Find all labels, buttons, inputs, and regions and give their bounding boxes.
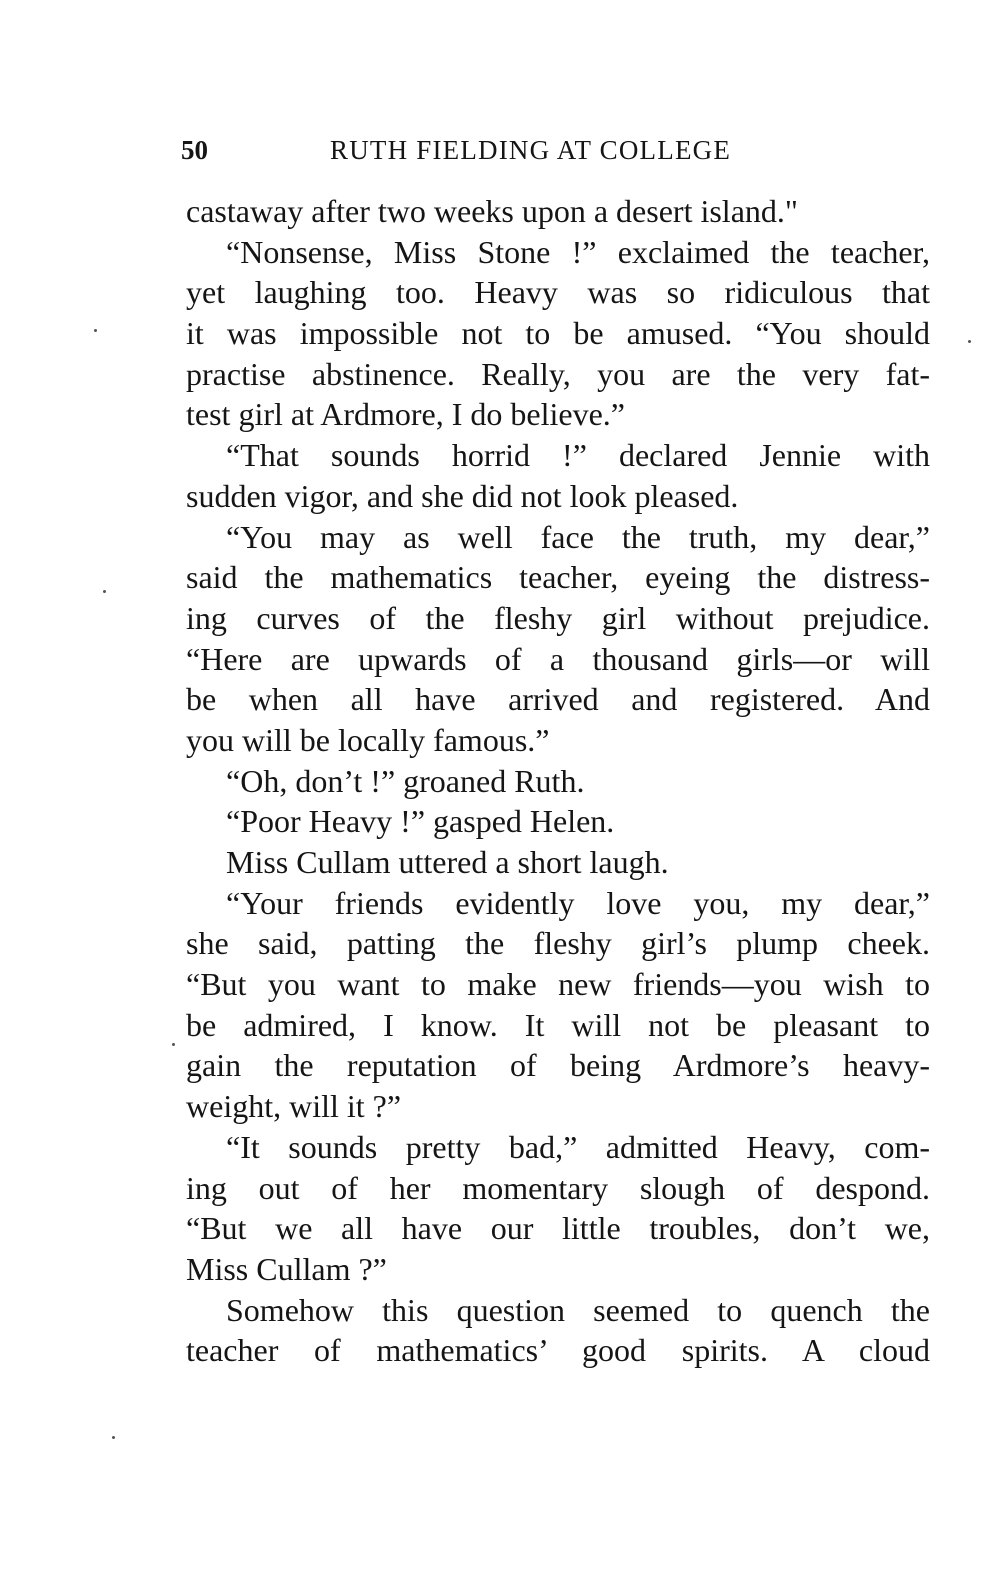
text-line: “Your friends evidently love you, my dear,”: [226, 884, 930, 921]
text-line: Miss Cullam uttered a short laugh.: [226, 844, 669, 880]
text-line: “You may as well face the truth, my dear,”: [226, 518, 930, 555]
text-line: ing curves of the fleshy girl without prejudice.: [186, 599, 930, 636]
text-line: gain the reputation of being Ardmore’s heavy-: [186, 1047, 930, 1084]
body-text: [186, 191, 930, 1371]
page-header: [181, 133, 931, 167]
scan-speck: [103, 590, 106, 593]
text-line: “Poor Heavy !” gasped Helen.: [226, 803, 615, 840]
running-title: RUTH FIELDING AT COLLEGE: [330, 135, 732, 165]
text-line: Miss Cullam ?”: [186, 1250, 387, 1287]
text-line: practise abstinence. Really, you are the very fat-: [186, 355, 930, 392]
text-line: castaway after two weeks upon a desert island.": [186, 193, 798, 229]
text-line: be when all have arrived and registered. And: [186, 681, 930, 718]
page-number: 50: [181, 135, 208, 165]
text-line: said the mathematics teacher, eyeing the distress-: [186, 559, 930, 596]
text-line: “Here are upwards of a thousand girls—or will: [186, 640, 930, 677]
text-line: be admired, I know. It will not be pleasant to: [186, 1006, 930, 1043]
text-line: “But you want to make new friends—you wish to: [186, 966, 930, 1003]
text-line: Somehow this question seemed to quench the: [226, 1291, 930, 1328]
text-line: “That sounds horrid !” declared Jennie with: [226, 437, 930, 474]
scan-speck: [94, 329, 97, 332]
text-line: you will be locally famous.”: [186, 721, 550, 758]
scan-speck: [172, 1043, 175, 1046]
scan-speck: [968, 340, 971, 343]
text-line: she said, patting the fleshy girl’s plump cheek.: [186, 925, 930, 962]
text-line: test girl at Ardmore, I do believe.”: [186, 396, 625, 433]
scan-speck: [112, 1436, 115, 1439]
text-line: “Oh, don’t !” groaned Ruth.: [226, 762, 585, 799]
text-line: ing out of her momentary slough of despond.: [186, 1169, 930, 1206]
text-line: teacher of mathematics’ good spirits. A cloud: [186, 1332, 930, 1369]
text-line: “It sounds pretty bad,” admitted Heavy, com-: [226, 1128, 930, 1165]
text-line: sudden vigor, and she did not look pleased.: [186, 477, 739, 514]
text-line: “But we all have our little troubles, don’t we,: [186, 1210, 930, 1247]
text-line: “Nonsense, Miss Stone !” exclaimed the teacher,: [226, 233, 930, 270]
text-line: weight, will it ?”: [186, 1088, 402, 1125]
text-line: it was impossible not to be amused. “You should: [186, 315, 930, 352]
text-line: yet laughing too. Heavy was so ridiculous that: [186, 274, 930, 311]
